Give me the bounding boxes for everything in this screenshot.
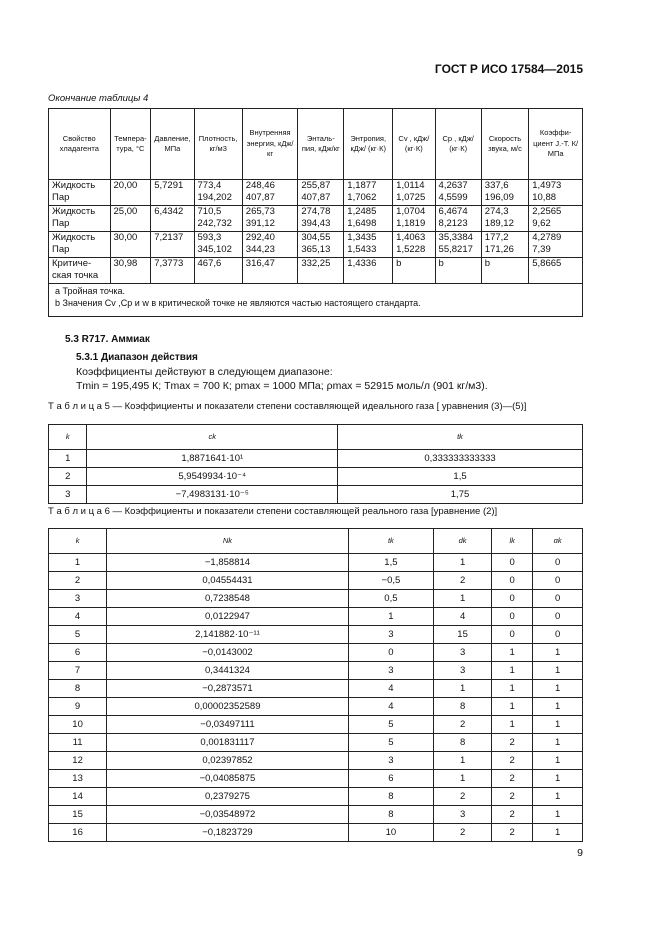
table-cell: 2 — [492, 806, 533, 824]
table-row — [49, 770, 583, 788]
table-cell: 0 — [533, 554, 583, 572]
table-cell: 0,001831117 — [107, 734, 349, 752]
table-cell: 1 — [492, 644, 533, 662]
table-cell: 1 — [533, 662, 583, 680]
table-cell: 6 — [348, 770, 433, 788]
table6-caption: Т а б л и ц а 6 — Коэффициенты и показатели степени составляющей реального газа [уравнение (2)] — [48, 506, 498, 517]
table-row — [49, 180, 583, 206]
table-header-row — [49, 425, 583, 450]
table-cell: 332,25 — [298, 258, 344, 284]
table-cell: 4,2637 4,5599 — [435, 180, 481, 206]
table-cell: −7,4983131·10⁻⁵ — [87, 486, 338, 504]
table-cell: 255,87 407,87 — [298, 180, 344, 206]
table-cell: 0 — [492, 590, 533, 608]
table-cell: 1 — [49, 450, 87, 468]
header-cell: Давление, МПа — [151, 109, 194, 180]
header-cell: Cp , кДж/ (кг·К) — [435, 109, 481, 180]
table-cell: 0,2379275 — [107, 788, 349, 806]
table-cell: 2 — [434, 716, 492, 734]
table-notes-row — [49, 284, 583, 317]
table-cell: 0 — [533, 590, 583, 608]
header-cell: k — [49, 529, 107, 554]
table-cell: 5 — [348, 716, 433, 734]
table-cell: 8 — [348, 806, 433, 824]
table-row — [49, 788, 583, 806]
table-cell: 4 — [348, 698, 433, 716]
table-row — [49, 572, 583, 590]
table-cell: 593,3 345,102 — [194, 232, 242, 258]
table-cell: 3 — [348, 626, 433, 644]
table-cell: 265,73 391,12 — [242, 206, 298, 232]
table-cell: 1 — [49, 554, 107, 572]
table-row — [49, 232, 583, 258]
table-cell: 0 — [492, 608, 533, 626]
table-cell: −0,04085875 — [107, 770, 349, 788]
table-cell: 1,75 — [338, 486, 583, 504]
table-cell: 5,7291 — [151, 180, 194, 206]
table-cell: 4 — [348, 680, 433, 698]
table-cell: Жидкость Пар — [49, 180, 111, 206]
table-cell: Критическая точка — [49, 258, 111, 284]
table-cell: 2 — [434, 824, 492, 842]
table-cell: 15 — [49, 806, 107, 824]
table-cell: 1 — [492, 716, 533, 734]
table-cell: 1 — [434, 554, 492, 572]
table-cell: 8 — [348, 788, 433, 806]
table-cell: 1 — [533, 788, 583, 806]
table-cell: 1 — [533, 716, 583, 734]
table-header-row — [49, 529, 583, 554]
table-cell: 0 — [533, 626, 583, 644]
table-cell: 1,5 — [348, 554, 433, 572]
table-cell: 13 — [49, 770, 107, 788]
table-cell: 0,5 — [348, 590, 433, 608]
document-header: ГОСТ Р ИСО 17584—2015 — [434, 62, 583, 76]
table-cell: 1 — [533, 644, 583, 662]
table-cell: 1 — [348, 608, 433, 626]
table-header-row — [49, 109, 583, 180]
table-cell: 0 — [533, 572, 583, 590]
table-cell: 3 — [434, 644, 492, 662]
table-cell: 1 — [434, 752, 492, 770]
table-cell: 0,7238548 — [107, 590, 349, 608]
subsection-heading: 5.3.1 Диапазон действия — [76, 352, 198, 363]
table-cell: 2 — [434, 572, 492, 590]
table-cell: 7,3773 — [151, 258, 194, 284]
header-cell: αk — [533, 529, 583, 554]
table-cell: 14 — [49, 788, 107, 806]
table-cell: 0 — [348, 644, 433, 662]
table-cell: −1,858814 — [107, 554, 349, 572]
table-cell: 8 — [434, 734, 492, 752]
table-cell: 710,5 242,732 — [194, 206, 242, 232]
table-cell: 1 — [533, 734, 583, 752]
table-cell: 11 — [49, 734, 107, 752]
table-cell: 8 — [434, 698, 492, 716]
table-cell: 2 — [492, 770, 533, 788]
table-cell: 1,4336 — [344, 258, 393, 284]
table-cell: 0 — [533, 608, 583, 626]
table-cell: 9 — [49, 698, 107, 716]
table-cell: 2 — [49, 468, 87, 486]
table-cell: 1 — [434, 680, 492, 698]
table-cell: 20,00 — [110, 180, 151, 206]
table-cell: 3 — [348, 752, 433, 770]
table-cell: 0,00002352589 — [107, 698, 349, 716]
table-cell: 3 — [348, 662, 433, 680]
table-row — [49, 554, 583, 572]
table-cell: 7,2137 — [151, 232, 194, 258]
header-cell: Энтропия, кДж/ (кг·К) — [344, 109, 393, 180]
table-cell: 1,0114 1,0725 — [393, 180, 435, 206]
table-cell: 2 — [492, 824, 533, 842]
table-cell: Жидкость Пар — [49, 206, 111, 232]
table-row — [49, 626, 583, 644]
table-cell: 6,4674 8,2123 — [435, 206, 481, 232]
table-cell: Жидкость Пар — [49, 232, 111, 258]
table-6 — [48, 528, 583, 842]
table-cell: 1 — [434, 770, 492, 788]
header-cell: Коэффициент J.-T. К/МПа — [529, 109, 583, 180]
table-cell: 467,6 — [194, 258, 242, 284]
note-a: a Тройная точка. — [55, 286, 126, 296]
table-cell: 177,2 171,26 — [481, 232, 528, 258]
header-cell: tk — [338, 425, 583, 450]
table-cell: 1,4973 10,88 — [529, 180, 583, 206]
table-cell: 1,4063 1,5228 — [393, 232, 435, 258]
header-cell: tk — [348, 529, 433, 554]
table-cell: 6,4342 — [151, 206, 194, 232]
table-cell: 1,5 — [338, 468, 583, 486]
table-cell: 0 — [492, 572, 533, 590]
table-cell: 0,04554431 — [107, 572, 349, 590]
table-cell: −0,03548972 — [107, 806, 349, 824]
table-cell: 2 — [434, 788, 492, 806]
table-cell: 15 — [434, 626, 492, 644]
table-row — [49, 590, 583, 608]
table-cell: 5 — [49, 626, 107, 644]
table-cell: 274,3 189,12 — [481, 206, 528, 232]
table-cell: 316,47 — [242, 258, 298, 284]
table-cell: 10 — [49, 716, 107, 734]
table-row — [49, 734, 583, 752]
table-cell: 16 — [49, 824, 107, 842]
table-cell: 7 — [49, 662, 107, 680]
table-cell: 30,00 — [110, 232, 151, 258]
table-cell: 10 — [348, 824, 433, 842]
table-cell: b — [435, 258, 481, 284]
table-cell: 2 — [492, 734, 533, 752]
table-cell: 0,02397852 — [107, 752, 349, 770]
header-cell: Свойство хладагента — [49, 109, 111, 180]
table-cell: 2,2565 9,62 — [529, 206, 583, 232]
table-cell: 2,141882·10⁻¹¹ — [107, 626, 349, 644]
table-cell: 3 — [434, 662, 492, 680]
table-cell: b — [393, 258, 435, 284]
table-row — [49, 716, 583, 734]
table-cell: 274,78 394,43 — [298, 206, 344, 232]
table-cell: 773,4 194,202 — [194, 180, 242, 206]
table-cell: 8 — [49, 680, 107, 698]
table-cell: 2 — [492, 788, 533, 806]
table-row — [49, 486, 583, 504]
table-cell: 3 — [434, 806, 492, 824]
table-cell: −0,5 — [348, 572, 433, 590]
table-cell: 1 — [533, 824, 583, 842]
header-cell: dk — [434, 529, 492, 554]
table-row — [49, 752, 583, 770]
table-cell: 304,55 365,13 — [298, 232, 344, 258]
table-cell: 1 — [492, 662, 533, 680]
table-cell: 1,0704 1,1819 — [393, 206, 435, 232]
table-cell: 1 — [533, 680, 583, 698]
table-cell: 2 — [492, 752, 533, 770]
table-row — [49, 662, 583, 680]
table-row — [49, 206, 583, 232]
table-cell: 248,46 407,87 — [242, 180, 298, 206]
table-notes — [49, 284, 583, 317]
table-cell: 337,6 196,09 — [481, 180, 528, 206]
table-cell: 292,40 344,23 — [242, 232, 298, 258]
table-cell: 6 — [49, 644, 107, 662]
table-cell: 4 — [434, 608, 492, 626]
table4-caption: Окончание таблицы 4 — [48, 93, 149, 104]
table-row — [49, 450, 583, 468]
table-cell: 1,3435 1,5433 — [344, 232, 393, 258]
paragraph-1: Коэффициенты действуют в следующем диапазоне: — [76, 366, 333, 378]
table-cell: −0,0143002 — [107, 644, 349, 662]
table-cell: 0,3441324 — [107, 662, 349, 680]
note-b: b Значения Cv ,Cp и w в критической точке не являются частью настоящего стандарта. — [55, 297, 421, 308]
section-heading: 5.3 R717. Аммиак — [65, 334, 150, 345]
table-cell: 1 — [533, 752, 583, 770]
table-cell: 1,2485 1,6498 — [344, 206, 393, 232]
table-cell: 1,8871641·10¹ — [87, 450, 338, 468]
table-cell: −0,03497111 — [107, 716, 349, 734]
header-cell: Nk — [107, 529, 349, 554]
table-cell: 0,0122947 — [107, 608, 349, 626]
table-cell: 4 — [49, 608, 107, 626]
table-cell: 12 — [49, 752, 107, 770]
table-cell: 1 — [533, 770, 583, 788]
header-cell: Скорость звука, м/с — [481, 109, 528, 180]
header-cell: Внутренняя энергия, кДж/кг — [242, 109, 298, 180]
table-cell: 1 — [434, 590, 492, 608]
header-cell: Температура, °С — [110, 109, 151, 180]
table-cell: 4,2789 7,39 — [529, 232, 583, 258]
table-cell: −0,2873571 — [107, 680, 349, 698]
table-cell: 2 — [49, 572, 107, 590]
table5-caption: Т а б л и ц а 5 — Коэффициенты и показатели степени составляющей идеального газа [ уравнения (3)—(5)] — [48, 401, 527, 412]
table-cell: 1 — [492, 680, 533, 698]
page-number: 9 — [577, 847, 583, 859]
table-cell: 3 — [49, 486, 87, 504]
header-cell: lk — [492, 529, 533, 554]
table-cell: 25,00 — [110, 206, 151, 232]
table-cell: b — [481, 258, 528, 284]
table-cell: 1 — [533, 806, 583, 824]
header-cell: ck — [87, 425, 338, 450]
table-cell: 5,8665 — [529, 258, 583, 284]
table-cell: 0 — [492, 554, 533, 572]
table-cell: 3 — [49, 590, 107, 608]
table-cell: −0,1823729 — [107, 824, 349, 842]
table-cell: 30,98 — [110, 258, 151, 284]
table-5 — [48, 424, 583, 504]
table-row — [49, 806, 583, 824]
paragraph-2: Tmin = 195,495 К; Tmax = 700 К; pmax = 1000 МПа; ρmax = 52915 моль/л (901 кг/м3). — [76, 380, 488, 392]
table-4 — [48, 108, 583, 317]
table-cell: 1 — [533, 698, 583, 716]
table-row — [49, 608, 583, 626]
table-row — [49, 680, 583, 698]
table-row — [49, 824, 583, 842]
table-row — [49, 644, 583, 662]
table-cell: 1 — [492, 698, 533, 716]
table-cell: 35,3384 55,8217 — [435, 232, 481, 258]
header-cell: k — [49, 425, 87, 450]
table-cell: 5,9549934·10⁻⁴ — [87, 468, 338, 486]
table-row — [49, 258, 583, 284]
header-cell: Плотность, кг/м3 — [194, 109, 242, 180]
table-cell: 1,1877 1,7062 — [344, 180, 393, 206]
header-cell: Cv , кДж/ (кг·К) — [393, 109, 435, 180]
header-cell: Энтальпия, кДж/кг — [298, 109, 344, 180]
table-cell: 0,333333333333 — [338, 450, 583, 468]
table-cell: 5 — [348, 734, 433, 752]
table-cell: 0 — [492, 626, 533, 644]
table-row — [49, 698, 583, 716]
table-row — [49, 468, 583, 486]
